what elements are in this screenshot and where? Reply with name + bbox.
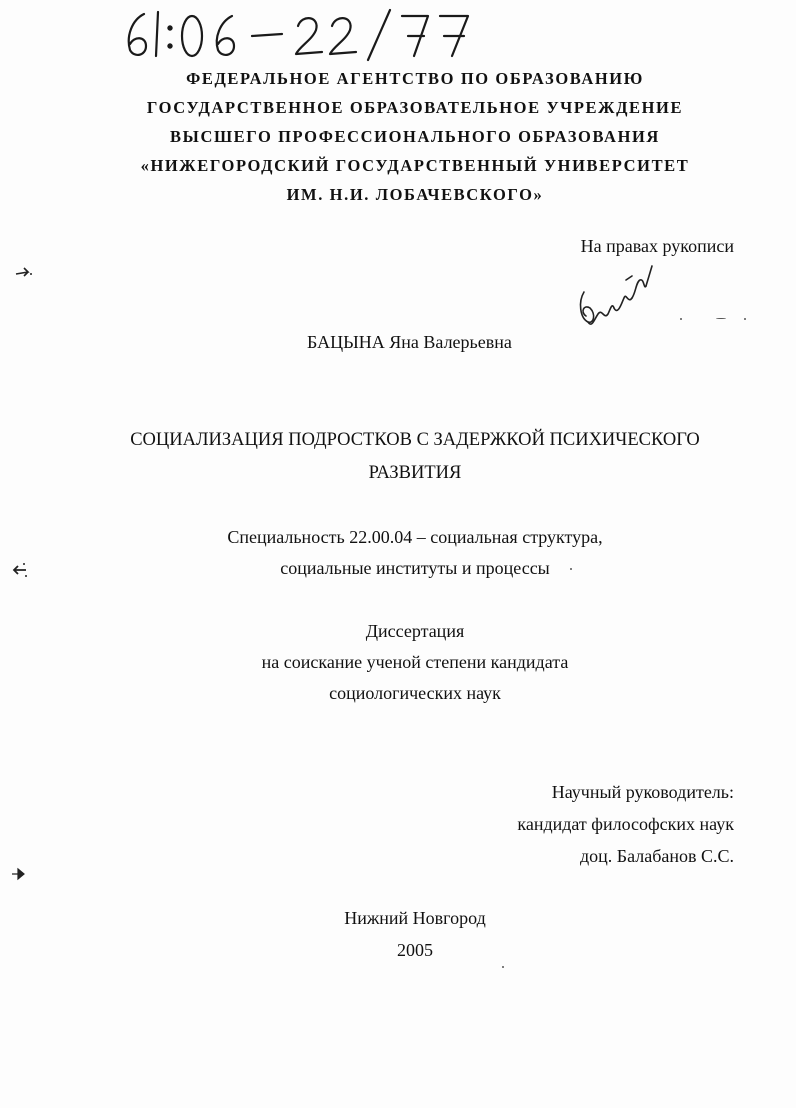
degree-line-3: социологических наук (329, 683, 501, 703)
scan-margin-mark-icon (8, 864, 28, 884)
author-name: БАЦЫНА Яна Валерьевна (307, 332, 512, 352)
scan-speck (744, 318, 746, 320)
scan-speck (502, 966, 504, 968)
header-line-institution-type: ГОСУДАРСТВЕННОЕ ОБРАЗОВАТЕЛЬНОЕ УЧРЕЖДЕНИЕ (146, 98, 684, 117)
degree-line-1: Диссертация (365, 621, 465, 641)
specialty-line-1: Специальность 22.00.04 – социальная структура, (227, 527, 603, 547)
scan-speck (570, 568, 572, 570)
year: 2005 (397, 940, 433, 960)
archive-code-text: 61:06-22/77 (122, 6, 127, 7)
degree-line-2: на соискание ученой степени кандидата (261, 652, 569, 672)
scan-speck (716, 318, 726, 319)
manuscript-rights-note: На правах рукописи (580, 236, 734, 256)
degree-statement (40, 616, 790, 709)
dissertation-title (40, 424, 790, 490)
institution-header (100, 64, 730, 209)
supervisor-heading: Научный руководитель: (551, 782, 734, 802)
specialty (40, 522, 790, 584)
city: Нижний Новгород (344, 908, 486, 928)
scan-margin-mark-icon (14, 264, 34, 284)
header-line-university: «НИЖЕГОРОДСКИЙ ГОСУДАРСТВЕННЫЙ УНИВЕРСИТЕТ (140, 156, 690, 175)
handwritten-archive-code (122, 6, 502, 62)
scientific-supervisor (517, 776, 734, 872)
scan-speck (680, 318, 682, 320)
header-line-named-after: ИМ. Н.И. ЛОБАЧЕВСКОГО» (286, 185, 544, 204)
header-line-education-level: ВЫСШЕГО ПРОФЕССИОНАЛЬНОГО ОБРАЗОВАНИЯ (170, 127, 660, 146)
supervisor-degree: кандидат философских наук (517, 814, 734, 834)
header-line-agency: ФЕДЕРАЛЬНОЕ АГЕНТСТВО ПО ОБРАЗОВАНИЮ (186, 69, 644, 88)
title-line-1: СОЦИАЛИЗАЦИЯ ПОДРОСТКОВ С ЗАДЕРЖКОЙ ПСИХИЧЕСКОГО (130, 430, 700, 450)
title-line-2: РАЗВИТИЯ (368, 463, 462, 483)
supervisor-name: доц. Балабанов С.С. (579, 846, 734, 866)
author-signature (574, 262, 664, 334)
place-and-year (40, 902, 790, 966)
scan-margin-mark-icon (10, 560, 30, 580)
specialty-line-2: социальные институты и процессы (280, 558, 550, 578)
